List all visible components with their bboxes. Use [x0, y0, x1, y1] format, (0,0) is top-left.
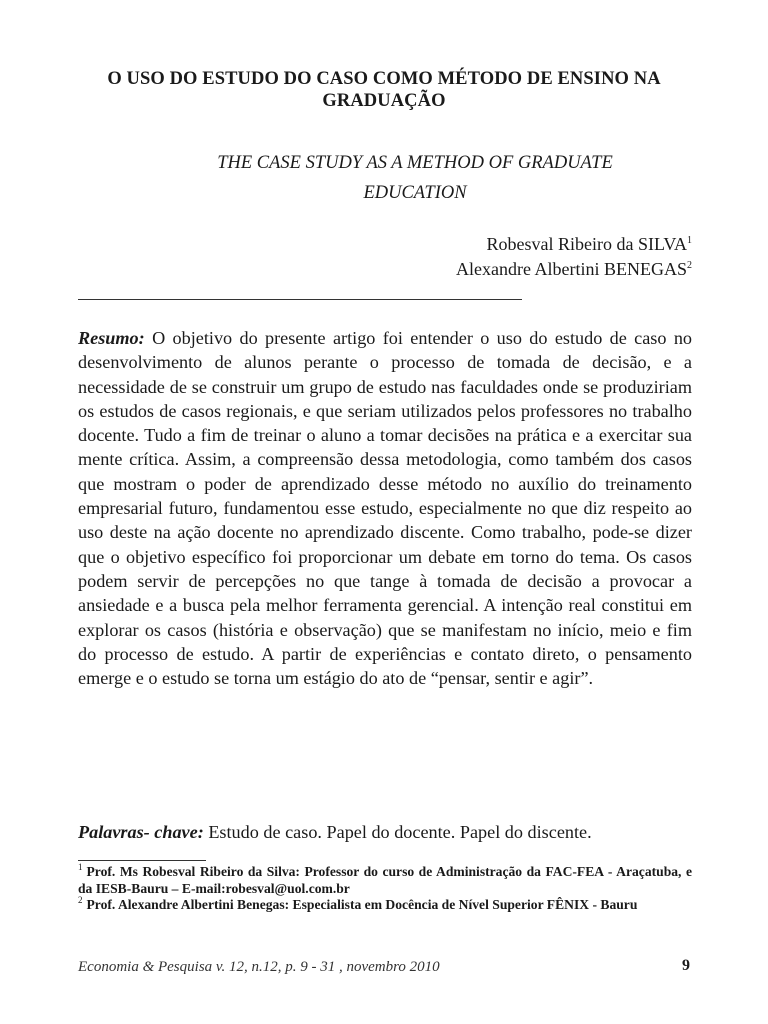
footnote-divider: [78, 860, 206, 861]
footnote-1: [78, 864, 692, 897]
journal-citation: Economia & Pesquisa v. 12, n.12, p. 9 - 31 , novembro 2010: [78, 959, 440, 975]
footnote-mark: 1: [78, 862, 83, 873]
author-footnote-mark: 2: [687, 260, 692, 271]
header-divider: [78, 299, 522, 300]
author-list: [300, 232, 692, 282]
page-number: 9: [682, 957, 690, 974]
footnote-text: Prof. Alexandre Albertini Benegas: Especialista em Docência de Nível Superior FÊNIX - Bauru: [86, 897, 638, 912]
author-1: [300, 232, 692, 257]
footnote-text: Prof. Ms Robesval Ribeiro da Silva: Professor do curso de Administração da FAC-FEA - Araçatuba, e da IESB-Bauru – E-mail:robesval@uol.com.br: [78, 864, 692, 896]
footnote-2: [78, 897, 692, 914]
footnotes: [78, 864, 692, 914]
author-name: Robesval Ribeiro da SILVA: [486, 234, 687, 254]
author-name: Alexandre Albertini BENEGAS: [456, 259, 687, 279]
abstract-label: Resumo:: [78, 328, 145, 348]
keywords-line: [78, 820, 692, 844]
keywords-label: Palavras- chave:: [78, 822, 204, 842]
article-title-portuguese: O USO DO ESTUDO DO CASO COMO MÉTODO DE ENSINO NA GRADUAÇÃO: [107, 69, 661, 111]
footnote-mark: 2: [78, 895, 83, 906]
article-title-english-line-1: THE CASE STUDY AS A METHOD OF GRADUATE: [217, 153, 613, 173]
abstract-paragraph: [78, 326, 692, 690]
abstract-text: O objetivo do presente artigo foi entender o uso do estudo de caso no desenvolvimento de alunos perante o processo de tomada de decisão, e a necessidade de se construir um grupo de estudo nas faculdades onde se produziriam os estudos de casos regionais, e que seriam utilizados pelos professores no trabalho docente. Tudo a fim de treinar o aluno a tomar decisões na prática e a exercitar sua mente crítica. Assim, a compreensão dessa metodologia, como também dos casos que mostram o poder de aprendizado desse método no auxílio do treinamento empresarial futuro, fundamentou esse estudo, especialmente no que diz respeito ao uso deste na ação docente no aprendizado discente. Como trabalho, pode-se dizer que o objetivo específico foi proporcionar um debate em torno do tema. Os casos podem servir de percepções no que tange à tomada de decisão a provocar a ansiedade e a busca pela melhor ferramenta gerencial. A intenção real constitui em explorar os casos (história e observação) que se manifestam no início, meio e fim do processo de estudo. A partir de experiências e contato direto, o pensamento emerge e o estudo se torna um estágio do ato de “pensar, sentir e agir”.: [78, 328, 693, 689]
author-footnote-mark: 1: [687, 235, 692, 246]
article-title-english: [120, 148, 710, 208]
keywords-text: Estudo de caso. Papel do docente. Papel do discente.: [208, 822, 592, 842]
author-2: [300, 257, 692, 282]
article-title-english-line-2: EDUCATION: [363, 183, 467, 203]
